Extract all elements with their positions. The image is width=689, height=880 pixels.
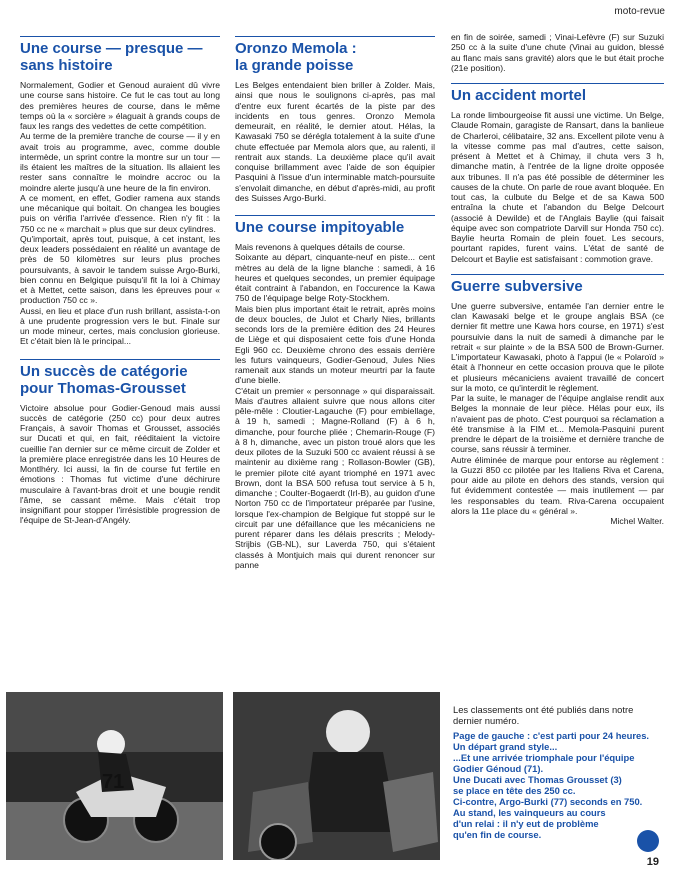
photo-godier-genoud: [6, 692, 223, 860]
photo-illustration: [233, 692, 440, 860]
column-3: [451, 32, 664, 526]
caption-lines: [453, 730, 665, 840]
page-number: 19: [646, 856, 659, 868]
caption-line: Un départ grand style...: [453, 741, 558, 752]
caption-line: ...Et une arrivée triomphale pour l'équipe: [453, 752, 635, 763]
caption-line: qu'en fin de course.: [453, 829, 542, 840]
article-guerre: Une guerre subversive, entamée l'an dernier entre le clan Kawasaki belge et le groupe anglais BSA (ce dernier fit mettre une Kawa hors course, en 1971) s'est poursuivie dans la nuit de samedi à dimanche par le retrait « sur plainte » de la BSA 500 de Brown-Gurner. L'importateur Kawasaki, photo à l'appui (le « Polaroïd » était à l'honneur en cette occasion prouva que le pilote et plusieurs mécaniciens avaient travaillé de concert sur la moto, ce qu'interdit le règlement. Par la suite, le manager de l'équipe anglaise rendit aux Belges la monnaie de leur pièce. Hélas pour eux, ils n'avaient pas de photo. C'est pourquoi sa réclamation a été transmise à la FIM et... Memola-Pasquini purent prendre le départ de la troisième et dernière tranche de course, sans réussir à terminer. Autre éliminée de marque pour entorse au règlement : la Guzzi 850 cc pilotée par les Italiens Riva et Carena, pour aide au pilote en dehors des stands, version qui fut évidemment contestée — mais inutilement — par les responsables du team. Riva-Carena occupaient alors la 11e place du « général ».: [451, 300, 664, 516]
heading-guerre: Guerre subversive: [451, 274, 664, 295]
caption-line: se place en tête des 250 cc.: [453, 785, 576, 796]
column-2: [235, 36, 435, 570]
caption-line: Une Ducati avec Thomas Grousset (3): [453, 774, 622, 785]
section-label: moto-revue: [614, 6, 665, 17]
article-impitoyable: Mais revenons à quelques détails de course. Soixante au départ, cinquante-neuf en piste... cent mètres au delà de la ligne blanche : samedi, à 16 heures et quelques secondes, un premier équipage était contraint à l'abandon, en l'occurence la Kawa 750 de l'équipage belge Roty-Stockhem. Mais bien plus important était le retrait, après moins de deux boucles, de Julot et Charly Nies, brillants seconds lors de la première édition des 24 Heures de Liège et qui disposaient cette fois d'une Honda Egli 960 cc. Deuxième chrono des essais derrière les futurs vainqueurs, Godier-Genoud, Jules Nies ramenait aux stands un moteur meurtri par la faute d'une bielle. C'était un premier « personnage » qui disparaissait. Mais d'autres allaient suivre que nous allons citer pêle-mêle : Cloutier-Lagauche (F) pour embiellage, à 19 h, samedi ; Magne-Rolland (F) à 6 h, dimanche, pour fourche pliée ; Chemarin-Rouge (F) à 8 h, dimanche, avec un piston troué alors que les deux pilotes de la Suzuki 500 cc avaient réussi à se maintenir au dixième rang ; Rollason-Bowler (GB), le premier pilote cité ayant triomphé en 1971 avec Brown, dont la BSA 500 refusa tout service à 5 h, dimanche ; Coulter-Bogaerdt (Irl-B), au guidon d'une Norton 750 cc de l'importateur préparée par l'usine, lorsque l'ex-champion de Belgique fut stoppé sur le circuit par une défaillance que les mécaniciens ne purent réparer dans les délais prescrits ; Melody-Strijbis (GB-NL), sur Laverda 750, qui s'étaient classés à Montjuich mais qui durent renoncer sur panne: [235, 242, 435, 570]
rider-number: 71: [102, 771, 125, 793]
magazine-logo: [637, 830, 659, 852]
article-accident: La ronde limbourgeoise fit aussi une victime. Un Belge, Claude Romain, garagiste de Ransart, dans la banlieue de Charleroi, célibataire, 32 ans. Excellent pilote venu à la vitesse comme pas mal d'autres, cette saison, présent à Mettet et à Chimay, il chuta vers 3 h, dimanche matin, à l'entrée de la ligne droite opposée aux tribunes. Il n'a pas été possible de déterminer les causes de la chute. On parle de roue avant bloquée. En tout cas, la culbute du Belge et de sa Kawa 500 entraîna la chute et l'abandon du Belge Delcourt (associé à Dewilde) et de l'Anglais Baylie (qui faisait équipe avec son compatriote Darvill sur Honda 750 cc). Baylie heurta Romain de plein fouet. Les secours, pourtant rapides, furent vains. L'état de santé de Delcourt et Baylie est satisfaisant : commotion grave.: [451, 110, 664, 264]
heading-succes-categorie: Un succès de catégorie pour Thomas-Grousset: [20, 359, 220, 397]
caption-line: Ci-contre, Argo-Burki (77) seconds en 750.: [453, 796, 643, 807]
column-1: [20, 36, 220, 526]
heading-impitoyable: Une course impitoyable: [235, 215, 435, 236]
caption-line: Au stand, les vainqueurs au cours: [453, 807, 606, 818]
heading-oronzo: Oronzo Memola : la grande poisse: [235, 36, 435, 74]
heading-course-histoire: Une course — presque — sans histoire: [20, 36, 220, 74]
article-oronzo: Les Belges entendaient bien briller à Zolder. Mais, ainsi que nous le soulignons ci-après, pas mal d'entre eux furent écartés de la piste par des incidents en tous genres. Oronzo Memola demeurait, en réalité, le dernier atout. Hélas, la Kawasaki 750 se dérégla totalement à la suite d'une chute effectuée par Memola alors que, au ralenti, il rentrait aux stands. La deuxième place qu'il avait conquise brillamment avec l'aide de son équipier Pasquini à l'issue d'un interminable match-poursuite s'envolait dimanche, en début d'après-midi, au profit des Suisses Argo-Burki.: [235, 80, 435, 203]
article-course-histoire: Normalement, Godier et Genoud auraient dû vivre une course sans histoire. Ce fut le cas tout au long des premières heures de course, dans le même temps où la « sorcière » élaguait à grands coups de faux les rangs des vedettes de cette compétition. Au terme de la première tranche de course — il y en avait trois au programme, avec, comme double intermède, un sprint contre la montre sur un tour — ils étaient les maîtres de la situation. Ils allaient les rester sans connaître le moindre accroc ou la moindre alerte jusqu'à une heure de la fin environ. A ce moment, en effet, Godier ramena aux stands une mécanique qui boitait. On changea les bougies puis on vérifia l'arrivée d'essence. Rien n'y fit : la 750 cc ne « marchait » plus que sur deux cylindres. Qu'importait, après tout, puisque, à cet instant, les deux leaders possédaient en réalité un avantage de près de 50 kilomètres sur leurs plus proches poursuivants, à savoir le tandem suisse Argo-Burki, bien connu en Belgique puisqu'il fit la loi à Chimay et à Mettet, cette saison, dans les épreuves pour « production 750 cc ». Aussi, en lieu et place d'un rush brillant, assista-t-on à une prudente progression vers le but. Finale sur un mode mineur, certes, mais conclusion glorieuse. Et c'était bien là le principal...: [20, 80, 220, 347]
heading-accident: Un accident mortel: [451, 83, 664, 104]
article-continuation: en fin de soirée, samedi ; Vinai-Lefèvre (F) sur Suzuki 250 cc à la suite d'une chute (Vinai au guidon, blessé au flanc mais sans gravité) alors que le but était proche (21e position).: [451, 32, 664, 73]
photo-stand: [233, 692, 440, 860]
article-succes-categorie: Victoire absolue pour Godier-Genoud mais aussi succès de catégorie (250 cc) pour deux autres Français, à savoir Thomas et Grousset, associés sur Ducati et qui, en fait, rééditaient la victoire cueillie l'an dernier sur ce même circuit de Zolder et la première place enregistrée dans les 10 Heures de Montlhéry. Ici aussi, la fin de course fut fertile en émotions : Thomas fut victime d'une déchirure musculaire à l'avant-bras droit et une bougie rendit l'âme, se cassant même. Mais c'était trop insignifiant pour stopper l'irrésistible progression de l'équipe de St-Jean-d'Angély.: [20, 402, 220, 526]
caption-line: Page de gauche : c'est parti pour 24 heures.: [453, 730, 650, 741]
caption-line: Godier Génoud (71).: [453, 763, 544, 774]
signature: Michel Walter.: [610, 516, 664, 526]
caption-intro: Les classements ont été publiés dans notre dernier numéro.: [453, 704, 634, 726]
photo-captions: [453, 704, 665, 840]
photo-illustration: [6, 692, 223, 860]
caption-line: d'un relai : il n'y eut de problème: [453, 818, 599, 829]
